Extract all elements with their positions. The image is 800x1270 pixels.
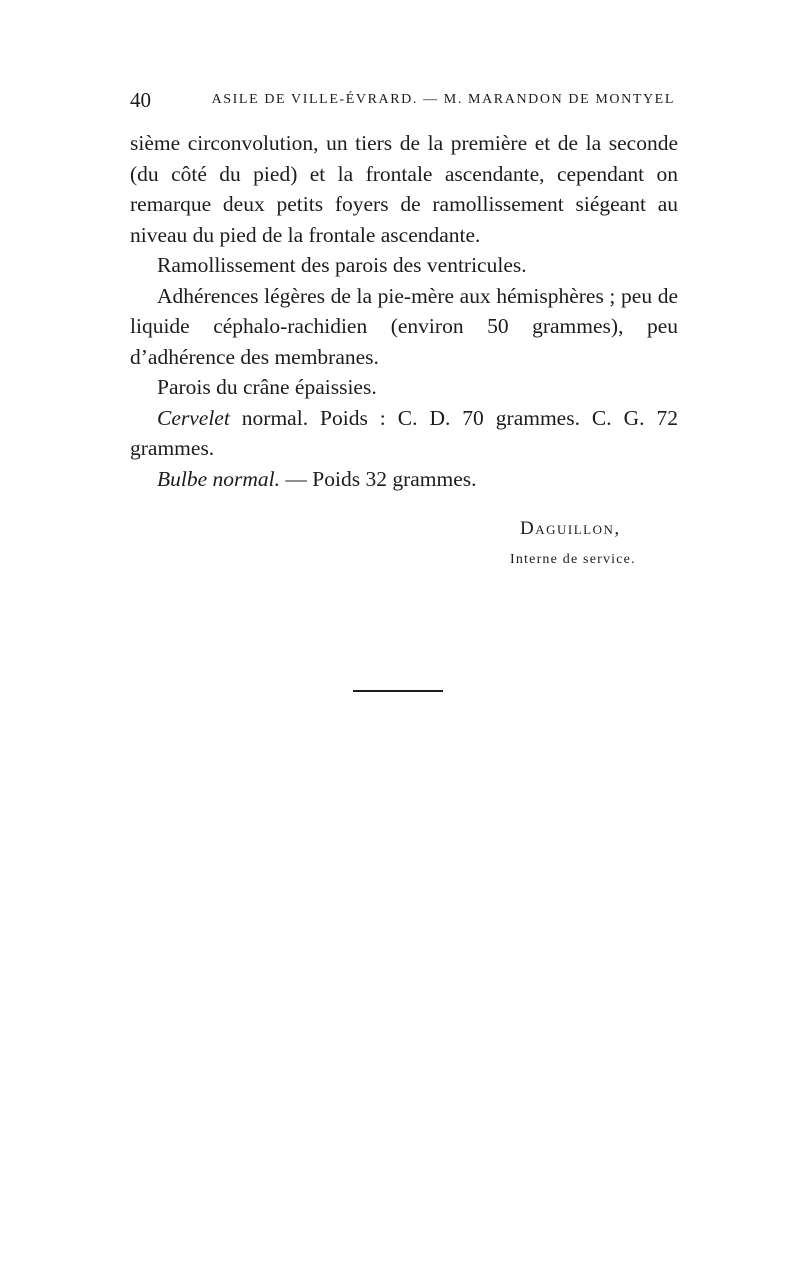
paragraph	[130, 372, 678, 403]
paragraph-text: — Poids 32 grammes.	[280, 466, 477, 491]
paragraph-text: Ramollissement des parois des ventricules.	[157, 253, 527, 277]
paragraph	[130, 250, 678, 281]
running-title: ASILE DE VILLE-ÉVRARD. — M. MARANDON DE MONTYEL	[211, 92, 675, 107]
paragraph-text: Adhérences légères de la pie-mère aux hémisphères ; peu de liquide céphalo-rachidien (environ 50 grammes), peu d’adhérence des membranes.	[130, 283, 678, 369]
section-divider	[353, 690, 443, 692]
paragraph-text: sième circonvolution, un tiers de la première et de la seconde (du côté du pied) et la frontale ascendante, cependant on remarque deux petits foyers de ramollissement siégeant au niveau du pied de la frontale ascendante.	[130, 131, 678, 247]
paragraph	[130, 464, 678, 495]
paragraph-continuation	[130, 128, 678, 250]
italic-term: Cervelet	[157, 405, 230, 430]
running-header	[130, 88, 675, 117]
body-text	[130, 128, 678, 494]
paragraph	[130, 281, 678, 373]
signature-name: Daguillon,	[520, 518, 621, 539]
page-number: 40	[130, 88, 151, 112]
signature-role: Interne de service.	[510, 552, 636, 567]
paragraph	[130, 403, 678, 464]
paragraph-text: normal. Poids : C. D. 70 grammes. C. G. 72 grammes.	[130, 405, 678, 460]
paragraph-text: Parois du crâne épaissies.	[157, 375, 377, 399]
italic-term: Bulbe normal.	[157, 466, 281, 491]
